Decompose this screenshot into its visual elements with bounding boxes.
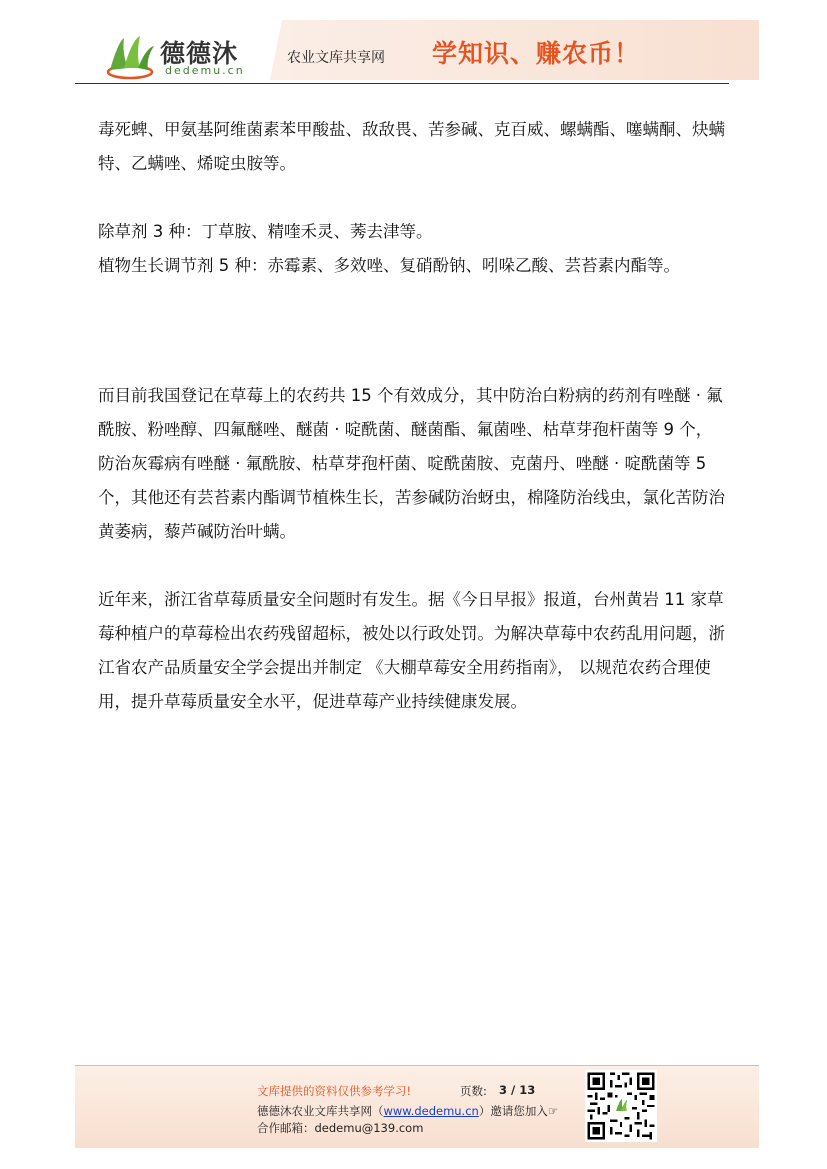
site-link[interactable]: www.dedemu.cn <box>383 1104 479 1118</box>
page-count: 3 / 13 <box>499 1083 536 1097</box>
header-divider <box>75 83 729 84</box>
paragraph: 毒死蜱、甲氨基阿维菌素苯甲酸盐、敌敌畏、苦参碱、克百威、螺螨酯、噻螨酮、炔螨特、乙螨唑、烯啶虫胺等。 <box>98 120 725 173</box>
paragraph: 植物生长调节剂 5 种：赤霉素、多效唑、复硝酚钠、吲哚乙酸、芸苔素内酯等。 <box>98 256 680 275</box>
page-count-label: 页数: <box>460 1084 487 1098</box>
page-footer <box>75 1065 759 1148</box>
footer-invite-prefix: 德德沐农业文库共享网（ <box>257 1104 384 1118</box>
header-slogan: 学知识、赚农币！ <box>432 39 641 68</box>
footer-invite-suffix: ）邀请您加入☞ <box>478 1104 559 1118</box>
paragraph: 而目前我国登记在草莓上的农药共 15 个有效成分，其中防治白粉病的药剂有唑醚 · 氟酰胺、粉唑醇、四氟醚唑、醚菌 · 啶酰菌、醚菌酯、氟菌唑、枯草芽孢杆菌等 9 个，防治灰霉病有唑醚 · 氟酰胺、枯草芽孢杆菌、啶酰菌胺、克菌丹、唑醚 · 啶酰菌等 5 个，其他还有芸苔素内酯调节植株生长，苦参碱防治蚜虫，棉隆防治线虫，氯化苦防治黄萎病，藜芦碱防治叶螨。 <box>98 386 725 541</box>
dedemu-logo-icon <box>100 32 160 80</box>
footer-disclaimer: 文库提供的资料仅供参考学习! <box>257 1084 412 1098</box>
brand-domain: dedemu.cn <box>165 64 245 77</box>
page-header <box>75 20 759 80</box>
document-body <box>98 113 728 719</box>
footer-email: 合作邮箱：dedemu@139.com <box>257 1121 424 1135</box>
site-name: 农业文库共享网 <box>287 50 385 66</box>
brand-name: 德德沐 <box>160 39 239 68</box>
qr-code-icon[interactable] <box>585 1070 657 1142</box>
paragraph: 近年来，浙江省草莓质量安全问题时有发生。据《今日早报》报道，台州黄岩 11 家草莓种植户的草莓检出农药残留超标，被处以行政处罚。为解决草莓中农药乱用问题，浙江省农产品质量安全学会提出并制定 《大棚草莓安全用药指南》， 以规范农药合理使用，提升草莓质量安全水平，促进草莓产业持续健康发展。 <box>98 590 725 711</box>
footer-invite <box>257 1103 558 1119</box>
paragraph: 除草剂 3 种：丁草胺、精喹禾灵、莠去津等。 <box>98 222 433 241</box>
